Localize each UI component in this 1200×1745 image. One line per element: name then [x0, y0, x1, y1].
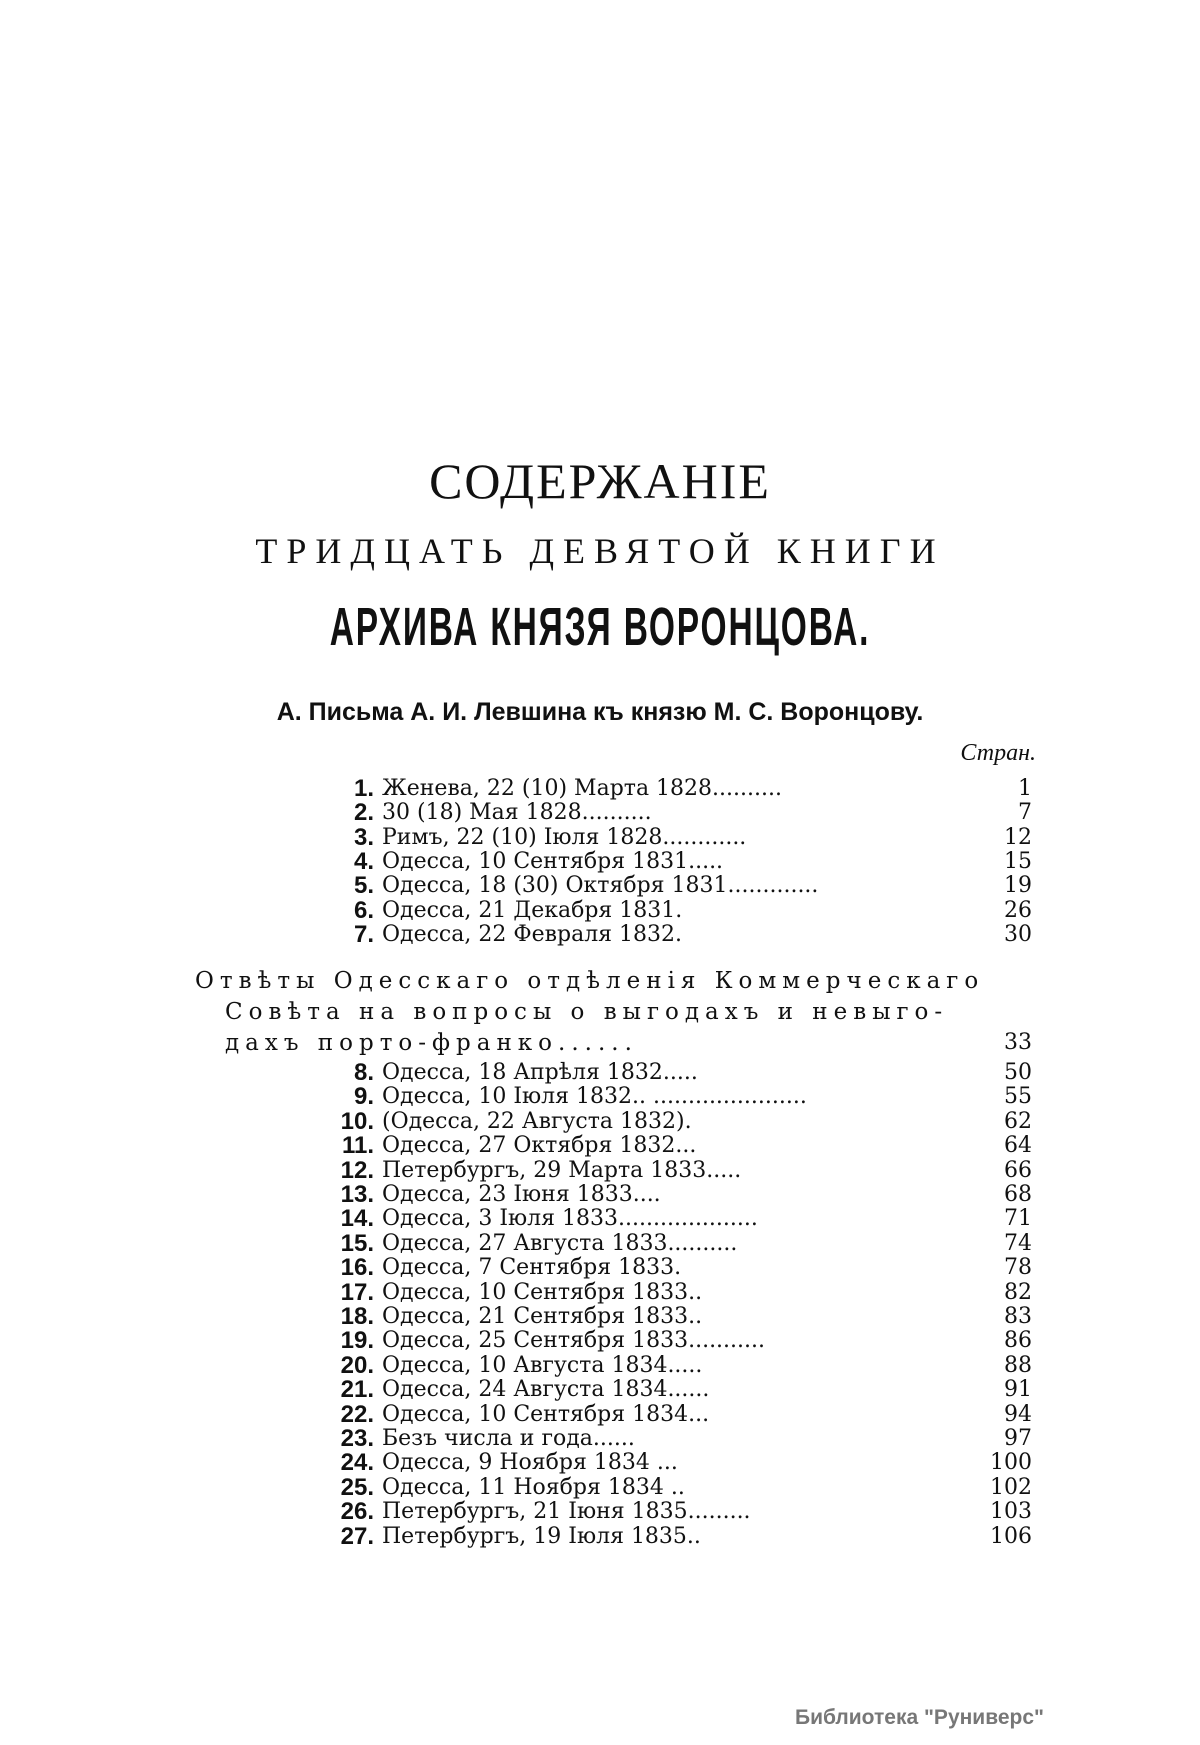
entry-page: 78 [1004, 1255, 1032, 1281]
page-column-label: Стран. [960, 740, 1036, 766]
library-watermark: Библиотека "Руниверс" [794, 1706, 1044, 1729]
entry-number: 19. [340, 1327, 374, 1355]
toc-entry [160, 776, 1032, 802]
entry-number: 7. [353, 920, 374, 948]
toc-entry [160, 1280, 1032, 1306]
entry-number: 12. [340, 1156, 374, 1184]
toc-entry [160, 1475, 1032, 1501]
entry-page: 106 [990, 1523, 1032, 1549]
entry-number: 1. [353, 775, 374, 802]
entry-number: 20. [340, 1351, 374, 1379]
archive-title: АРХИВА КНЯЗЯ ВОРОНЦОВА. [329, 597, 871, 657]
toc-entry [160, 1377, 1032, 1403]
entry-page: 64 [1004, 1133, 1032, 1159]
toc-entry [160, 922, 1032, 948]
entry-title: Петербургъ, 19 Іюля 1835.. [382, 1523, 701, 1549]
entry-number: 11. [341, 1132, 374, 1160]
entry-number: 25. [340, 1473, 374, 1501]
entry-page: 62 [1004, 1108, 1032, 1134]
entry-title: 30 (18) Мая 1828.......... [382, 800, 652, 826]
toc-entry [160, 1450, 1032, 1476]
entry-number: 10. [340, 1107, 374, 1135]
entry-page: 82 [1004, 1279, 1032, 1305]
toc-entry [160, 1231, 1032, 1257]
entry-page: 97 [1004, 1426, 1032, 1451]
entry-page: 33 [1004, 1030, 1032, 1055]
entry-page: 83 [1004, 1304, 1032, 1329]
toc-entry [160, 800, 1032, 826]
entry-number: 27. [340, 1522, 374, 1550]
toc-entry [160, 1133, 1032, 1159]
entry-title: Петербургъ, 29 Марта 1833..... [382, 1157, 742, 1183]
entry-number: 5. [353, 872, 374, 900]
entry-title: Одесса, 18 Апрѣля 1832..... [382, 1060, 698, 1085]
entry-page: 26 [1004, 897, 1032, 923]
page-title: СОДЕРЖАНІЕ [429, 453, 771, 509]
entry-page: 68 [1004, 1182, 1032, 1207]
entry-title: Одесса, 18 (30) Октября 1831............. [382, 873, 819, 899]
entry-number: 24. [340, 1449, 374, 1477]
toc-entry [160, 1084, 1032, 1110]
toc-entry [160, 1524, 1032, 1550]
entry-page: 86 [1004, 1328, 1032, 1354]
entry-page: 74 [1004, 1230, 1032, 1256]
entry-title: Одесса, 9 Ноября 1834 ... [382, 1450, 678, 1476]
toc-entry [160, 1060, 1032, 1086]
entry-title: Одесса, 25 Сентября 1833........... [382, 1328, 766, 1354]
entry-page: 1 [1018, 776, 1032, 801]
entry-title: Одесса, 7 Сентября 1833. [382, 1255, 682, 1281]
entry-page: 50 [1004, 1060, 1032, 1085]
entry-number: 6. [353, 896, 374, 924]
toc-entry [160, 1426, 1032, 1452]
entry-number: 13. [340, 1181, 374, 1208]
entry-page: 55 [1004, 1084, 1032, 1110]
entry-page: 66 [1004, 1157, 1032, 1183]
toc-entry [160, 1206, 1032, 1232]
entry-title: Одесса, 21 Декабря 1831. [382, 897, 683, 923]
entry-number: 4. [353, 847, 374, 875]
toc-entry [160, 1304, 1032, 1330]
entry-title: Одесса, 10 Іюля 1832.. ...................... [382, 1084, 807, 1110]
entry-title: Одесса, 10 Сентября 1831..... [382, 848, 724, 874]
toc-entry [160, 849, 1032, 875]
entry-number: 14. [340, 1205, 374, 1233]
toc-entry [160, 1499, 1032, 1525]
entry-number: 17. [340, 1278, 374, 1306]
entry-title: Одесса, 10 Августа 1834..... [382, 1352, 703, 1378]
entry-page: 100 [990, 1450, 1032, 1476]
entry-page: 88 [1004, 1352, 1032, 1378]
entry-page: 12 [1004, 824, 1032, 850]
toc-entry [160, 898, 1032, 924]
entry-number: 8. [353, 1059, 374, 1086]
entry-title-line: Отвѣты Одесскаго отдѣленія Коммерческаго [195, 968, 985, 994]
entry-number: 21. [340, 1376, 374, 1404]
entry-number: 26. [340, 1498, 374, 1526]
entry-number: 3. [353, 823, 374, 851]
toc-entry [160, 1109, 1032, 1135]
entry-title: Одесса, 27 Октября 1832... [382, 1133, 697, 1159]
entry-title-line: дахъ порто-франко...... [225, 1030, 638, 1056]
entry-title: Одесса, 10 Сентября 1834... [382, 1401, 710, 1427]
entry-title: Одесса, 22 Февраля 1832. [382, 921, 683, 947]
entry-number: 15. [340, 1229, 374, 1257]
entry-page: 30 [1004, 921, 1032, 947]
entry-number: 2. [353, 799, 374, 827]
entry-title: Петербургъ, 21 Іюня 1835......... [382, 1499, 751, 1525]
entry-title: Римъ, 22 (10) Іюля 1828............ [382, 824, 747, 850]
entry-page: 102 [990, 1474, 1032, 1500]
entry-page: 103 [990, 1499, 1032, 1525]
entry-title: Одесса, 24 Августа 1834...... [382, 1377, 710, 1403]
entry-page: 71 [1004, 1206, 1032, 1232]
entry-page: 7 [1018, 800, 1032, 826]
entry-title: Одесса, 3 Іюля 1833.................... [382, 1206, 758, 1232]
page-subtitle: ТРИДЦАТЬ ДЕВЯТОЙ КНИГИ [255, 531, 945, 571]
entry-title: Одесса, 23 Іюня 1833.... [382, 1182, 661, 1207]
entry-page: 19 [1004, 873, 1032, 899]
toc-entry [160, 825, 1032, 851]
toc-entry [160, 1353, 1032, 1379]
entry-title: Безъ числа и года...... [382, 1426, 635, 1451]
entry-page: 91 [1004, 1377, 1032, 1403]
entry-title: Одесса, 27 Августа 1833.......... [382, 1230, 738, 1256]
entry-number: 23. [340, 1425, 374, 1452]
entry-title: (Одесса, 22 Августа 1832). [382, 1108, 692, 1134]
toc-entry [160, 1402, 1032, 1428]
entry-title-line: Совѣта на вопросы о выгодахъ и невыго- [225, 999, 949, 1025]
section-heading: А. Письма А. И. Левшина къ князю М. С. Воронцову. [276, 698, 924, 726]
toc-entry [160, 1182, 1032, 1208]
toc-entry [160, 1158, 1032, 1184]
toc-entry [160, 1328, 1032, 1354]
entry-title: Женева, 22 (10) Марта 1828.......... [382, 776, 782, 801]
entry-title: Одесса, 10 Сентября 1833.. [382, 1279, 703, 1305]
entry-number: 9. [353, 1083, 374, 1111]
entry-title: Одесса, 21 Сентября 1833.. [382, 1304, 703, 1329]
entry-number: 16. [340, 1254, 374, 1282]
entry-page: 15 [1004, 848, 1032, 874]
entry-number: 22. [340, 1400, 374, 1428]
entry-title: Одесса, 11 Ноября 1834 .. [382, 1474, 685, 1500]
entry-page: 94 [1004, 1401, 1032, 1427]
toc-entry [160, 1255, 1032, 1281]
toc-entry [160, 873, 1032, 899]
entry-number: 18. [340, 1303, 374, 1330]
